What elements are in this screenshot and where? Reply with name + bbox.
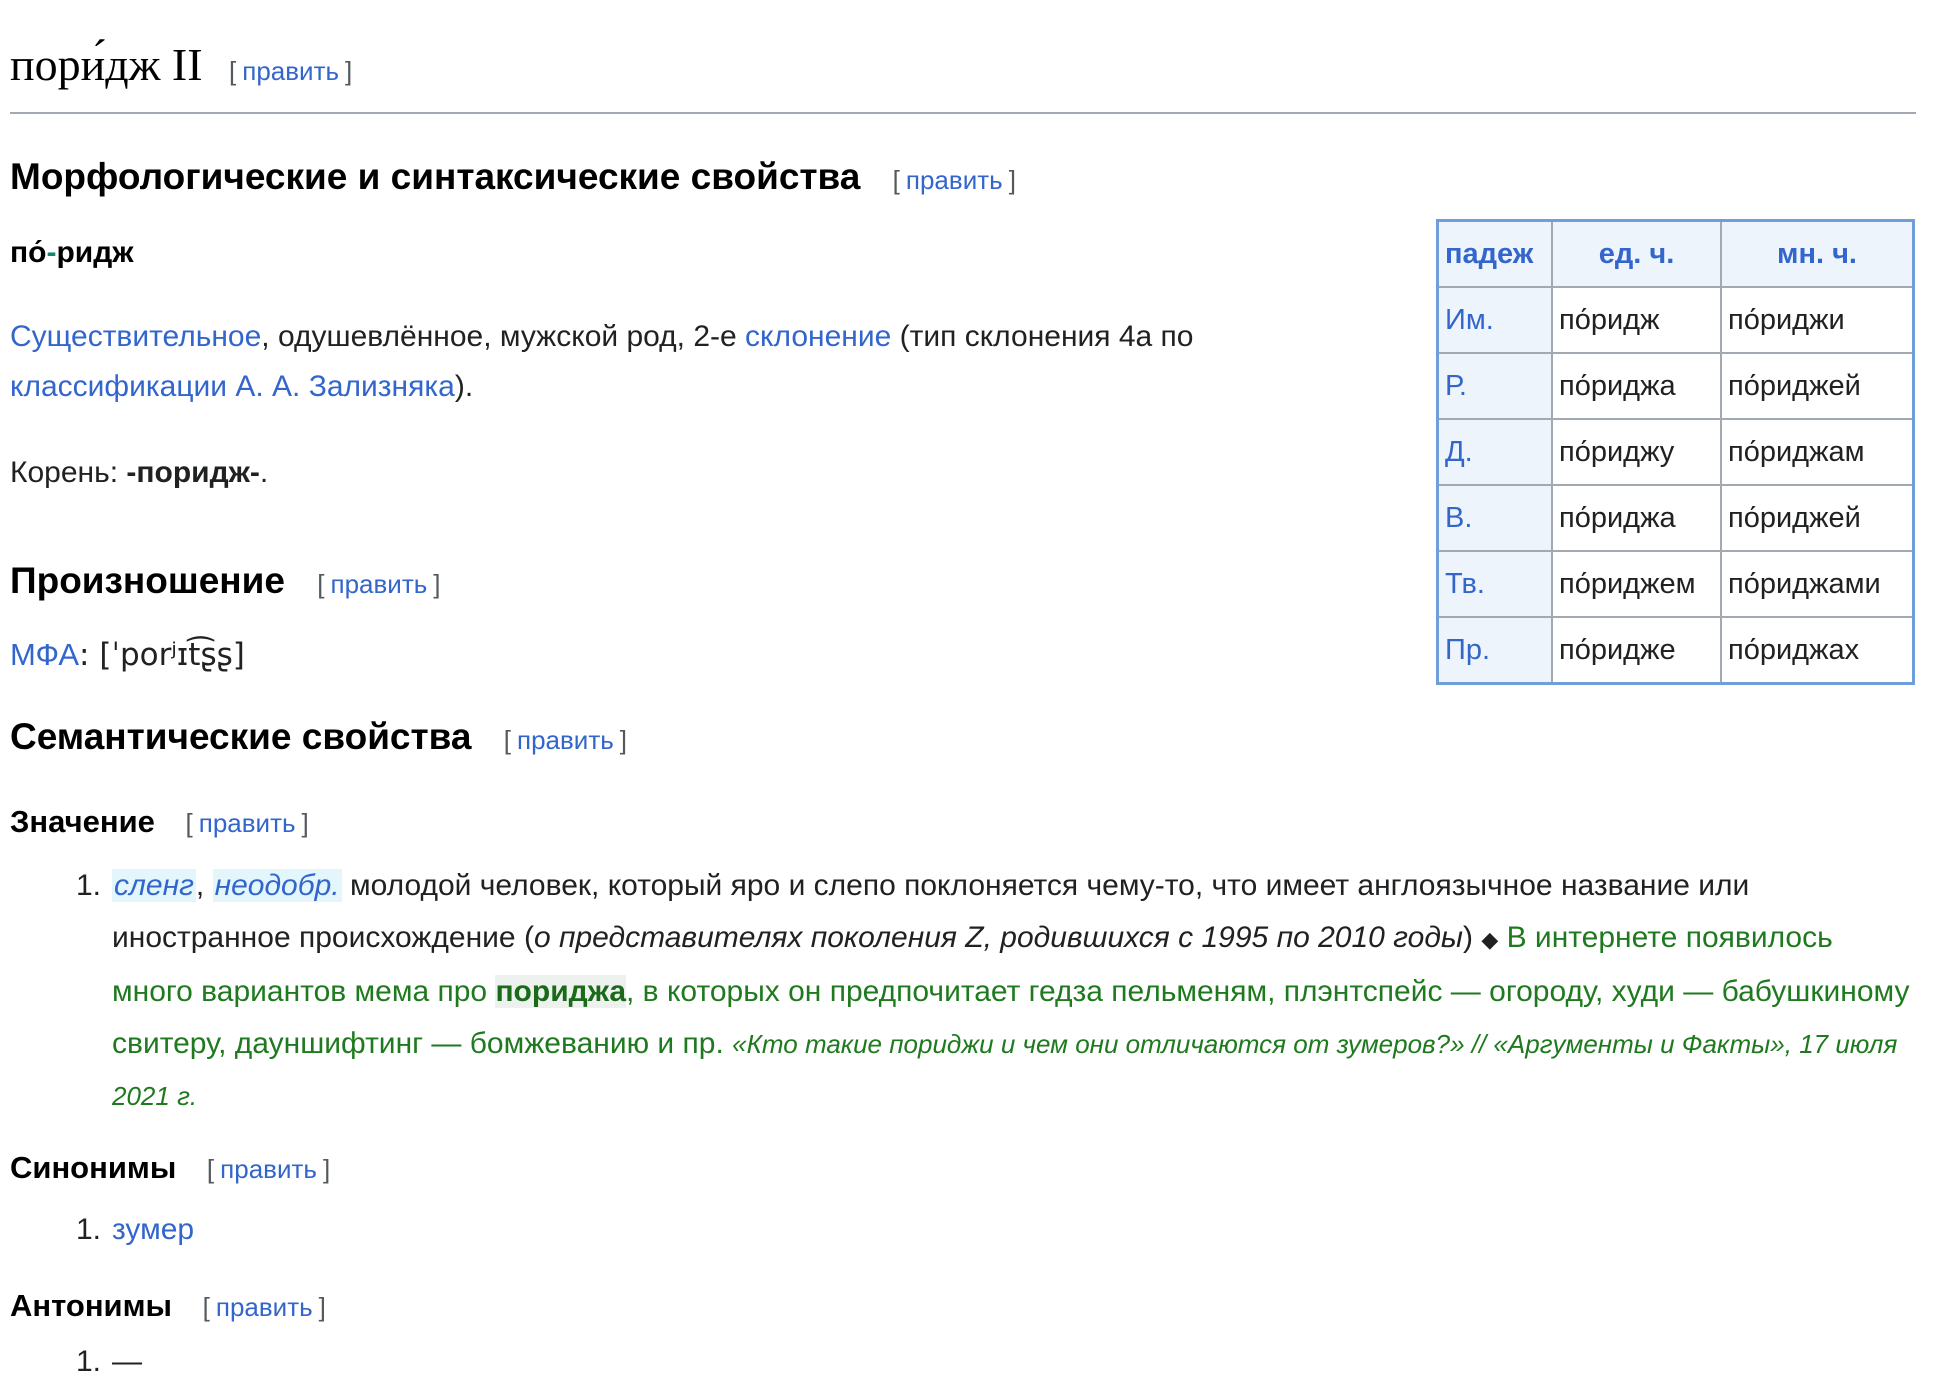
- headword: [10, 228, 134, 278]
- edit-section-link: [ править ]: [317, 569, 441, 599]
- example-headword: пориджа: [495, 975, 627, 1008]
- table-header-row: [1438, 221, 1914, 288]
- ipa-line: [10, 630, 245, 680]
- root-value: -поридж-: [126, 456, 260, 489]
- edit-section-link: [ править ]: [185, 808, 309, 838]
- singular-cell: по́ридже: [1552, 617, 1721, 684]
- morph-heading: [10, 156, 1016, 198]
- list-number: 1.: [76, 1345, 102, 1378]
- synonyms-heading: [10, 1150, 330, 1186]
- example-post: , в которых он предпочитает гедза пельменям, плэнтспейс — огороду, худи — бабушкиному свитеру, дауншифтинг — бомжеванию и пр.: [112, 975, 1910, 1060]
- plural-cell: по́риджам: [1721, 419, 1914, 485]
- definition-text: молодой человек, который яро и слепо поклоняется чему-то, что имеет англоязычное название или иностранное происхождение (: [112, 869, 1750, 954]
- zaliznyak-link[interactable]: классификации А. А. Зализняка: [10, 370, 455, 403]
- pron-heading-text: Произношение: [10, 560, 285, 601]
- root-label: Корень:: [10, 456, 127, 489]
- case-cell[interactable]: Пр.: [1438, 617, 1553, 684]
- singular-cell: по́ридж: [1552, 287, 1721, 353]
- header-singular[interactable]: ед. ч.: [1552, 221, 1721, 288]
- case-cell[interactable]: Тв.: [1438, 551, 1553, 617]
- headword-syllable: по́: [10, 236, 47, 269]
- headword-syllable: ридж: [56, 236, 134, 269]
- header-plural[interactable]: мн. ч.: [1721, 221, 1914, 288]
- page-title-header: [10, 38, 1916, 114]
- definition-italic: о представителях поколения Z, родившихся с 1995 по 2010 годы: [533, 921, 1463, 954]
- synonym-item: [112, 1204, 1916, 1256]
- example-source: «Кто такие пориджи и чем они отличаются от зумеров?» // «Аргументы и Факты», 17 июля 2021 г.: [112, 1029, 1898, 1111]
- synonyms-list: [76, 1204, 1916, 1256]
- case-cell[interactable]: Р.: [1438, 353, 1553, 419]
- antonyms-list: [76, 1336, 1916, 1388]
- edit-link[interactable]: править: [330, 569, 428, 599]
- edit-link[interactable]: править: [198, 808, 296, 838]
- table-row: [1438, 353, 1914, 419]
- root-line: [10, 448, 268, 498]
- pos-paragraph: [10, 312, 1350, 412]
- declension-link[interactable]: склонение: [745, 320, 892, 353]
- header-case[interactable]: падеж: [1438, 221, 1553, 288]
- label-disapproving[interactable]: неодобр.: [214, 869, 340, 902]
- inflection-table: [1436, 219, 1915, 685]
- ipa-link[interactable]: МФА: [10, 637, 80, 672]
- pos-text: , одушевлённое, мужской род, 2-е: [261, 320, 746, 353]
- edit-section-link: [ править ]: [229, 56, 353, 86]
- plural-cell: по́риджей: [1721, 353, 1914, 419]
- pron-heading: [10, 560, 441, 602]
- edit-link[interactable]: править: [905, 165, 1003, 195]
- example-bullet-icon: ◆: [1481, 927, 1499, 952]
- definition-close: ): [1462, 921, 1473, 954]
- page-title: пори́дж II: [10, 39, 203, 90]
- sem-heading: [10, 716, 627, 758]
- singular-cell: по́риджа: [1552, 485, 1721, 551]
- pos-tail: ).: [454, 370, 474, 403]
- antonyms-heading: [10, 1288, 326, 1324]
- edit-section-link: [ править ]: [206, 1154, 331, 1184]
- meaning-list: [76, 860, 1916, 1122]
- edit-link[interactable]: править: [517, 725, 614, 755]
- singular-cell: по́риджа: [1552, 353, 1721, 419]
- meaning-item: [112, 860, 1916, 1122]
- synonym-link[interactable]: зумер: [112, 1213, 195, 1246]
- antonyms-heading-text: Антонимы: [10, 1288, 173, 1323]
- case-cell[interactable]: В.: [1438, 485, 1553, 551]
- edit-section-link: [ править ]: [202, 1292, 326, 1322]
- edit-section-link: [ править ]: [892, 165, 1016, 195]
- example-pre: В интернете появилось много вариантов мема про: [112, 921, 1833, 1008]
- case-cell[interactable]: Им.: [1438, 287, 1553, 353]
- meaning-heading-text: Значение: [10, 804, 155, 839]
- plural-cell: по́риджи: [1721, 287, 1914, 353]
- label-slang[interactable]: сленг: [114, 869, 194, 902]
- antonym-item: —: [112, 1345, 142, 1378]
- table-row: [1438, 287, 1914, 353]
- edit-link[interactable]: править: [242, 56, 340, 86]
- list-number: 1.: [76, 869, 102, 902]
- list-number: 1.: [76, 1213, 102, 1246]
- table-row: [1438, 419, 1914, 485]
- edit-link[interactable]: править: [220, 1154, 317, 1184]
- root-tail: .: [259, 456, 269, 489]
- sem-heading-text: Семантические свойства: [10, 716, 472, 757]
- table-row: [1438, 617, 1914, 684]
- edit-section-link: [ править ]: [503, 725, 628, 755]
- table-row: [1438, 551, 1914, 617]
- morph-heading-text: Морфологические и синтаксические свойства: [10, 156, 861, 197]
- syllable-separator: -: [46, 236, 57, 269]
- meaning-heading: [10, 804, 309, 840]
- plural-cell: по́риджами: [1721, 551, 1914, 617]
- plural-cell: по́риджах: [1721, 617, 1914, 684]
- synonyms-heading-text: Синонимы: [10, 1150, 177, 1185]
- case-cell[interactable]: Д.: [1438, 419, 1553, 485]
- pos-link[interactable]: Существительное: [10, 320, 262, 353]
- label-separator: ,: [195, 869, 213, 902]
- edit-link[interactable]: править: [215, 1292, 313, 1322]
- plural-cell: по́риджей: [1721, 485, 1914, 551]
- singular-cell: по́риджу: [1552, 419, 1721, 485]
- table-row: [1438, 485, 1914, 551]
- ipa-value: : [ˈporʲɪt͡ʂʂ]: [79, 637, 245, 673]
- declension-text: (тип склонения 4a по: [891, 320, 1194, 353]
- singular-cell: по́риджем: [1552, 551, 1721, 617]
